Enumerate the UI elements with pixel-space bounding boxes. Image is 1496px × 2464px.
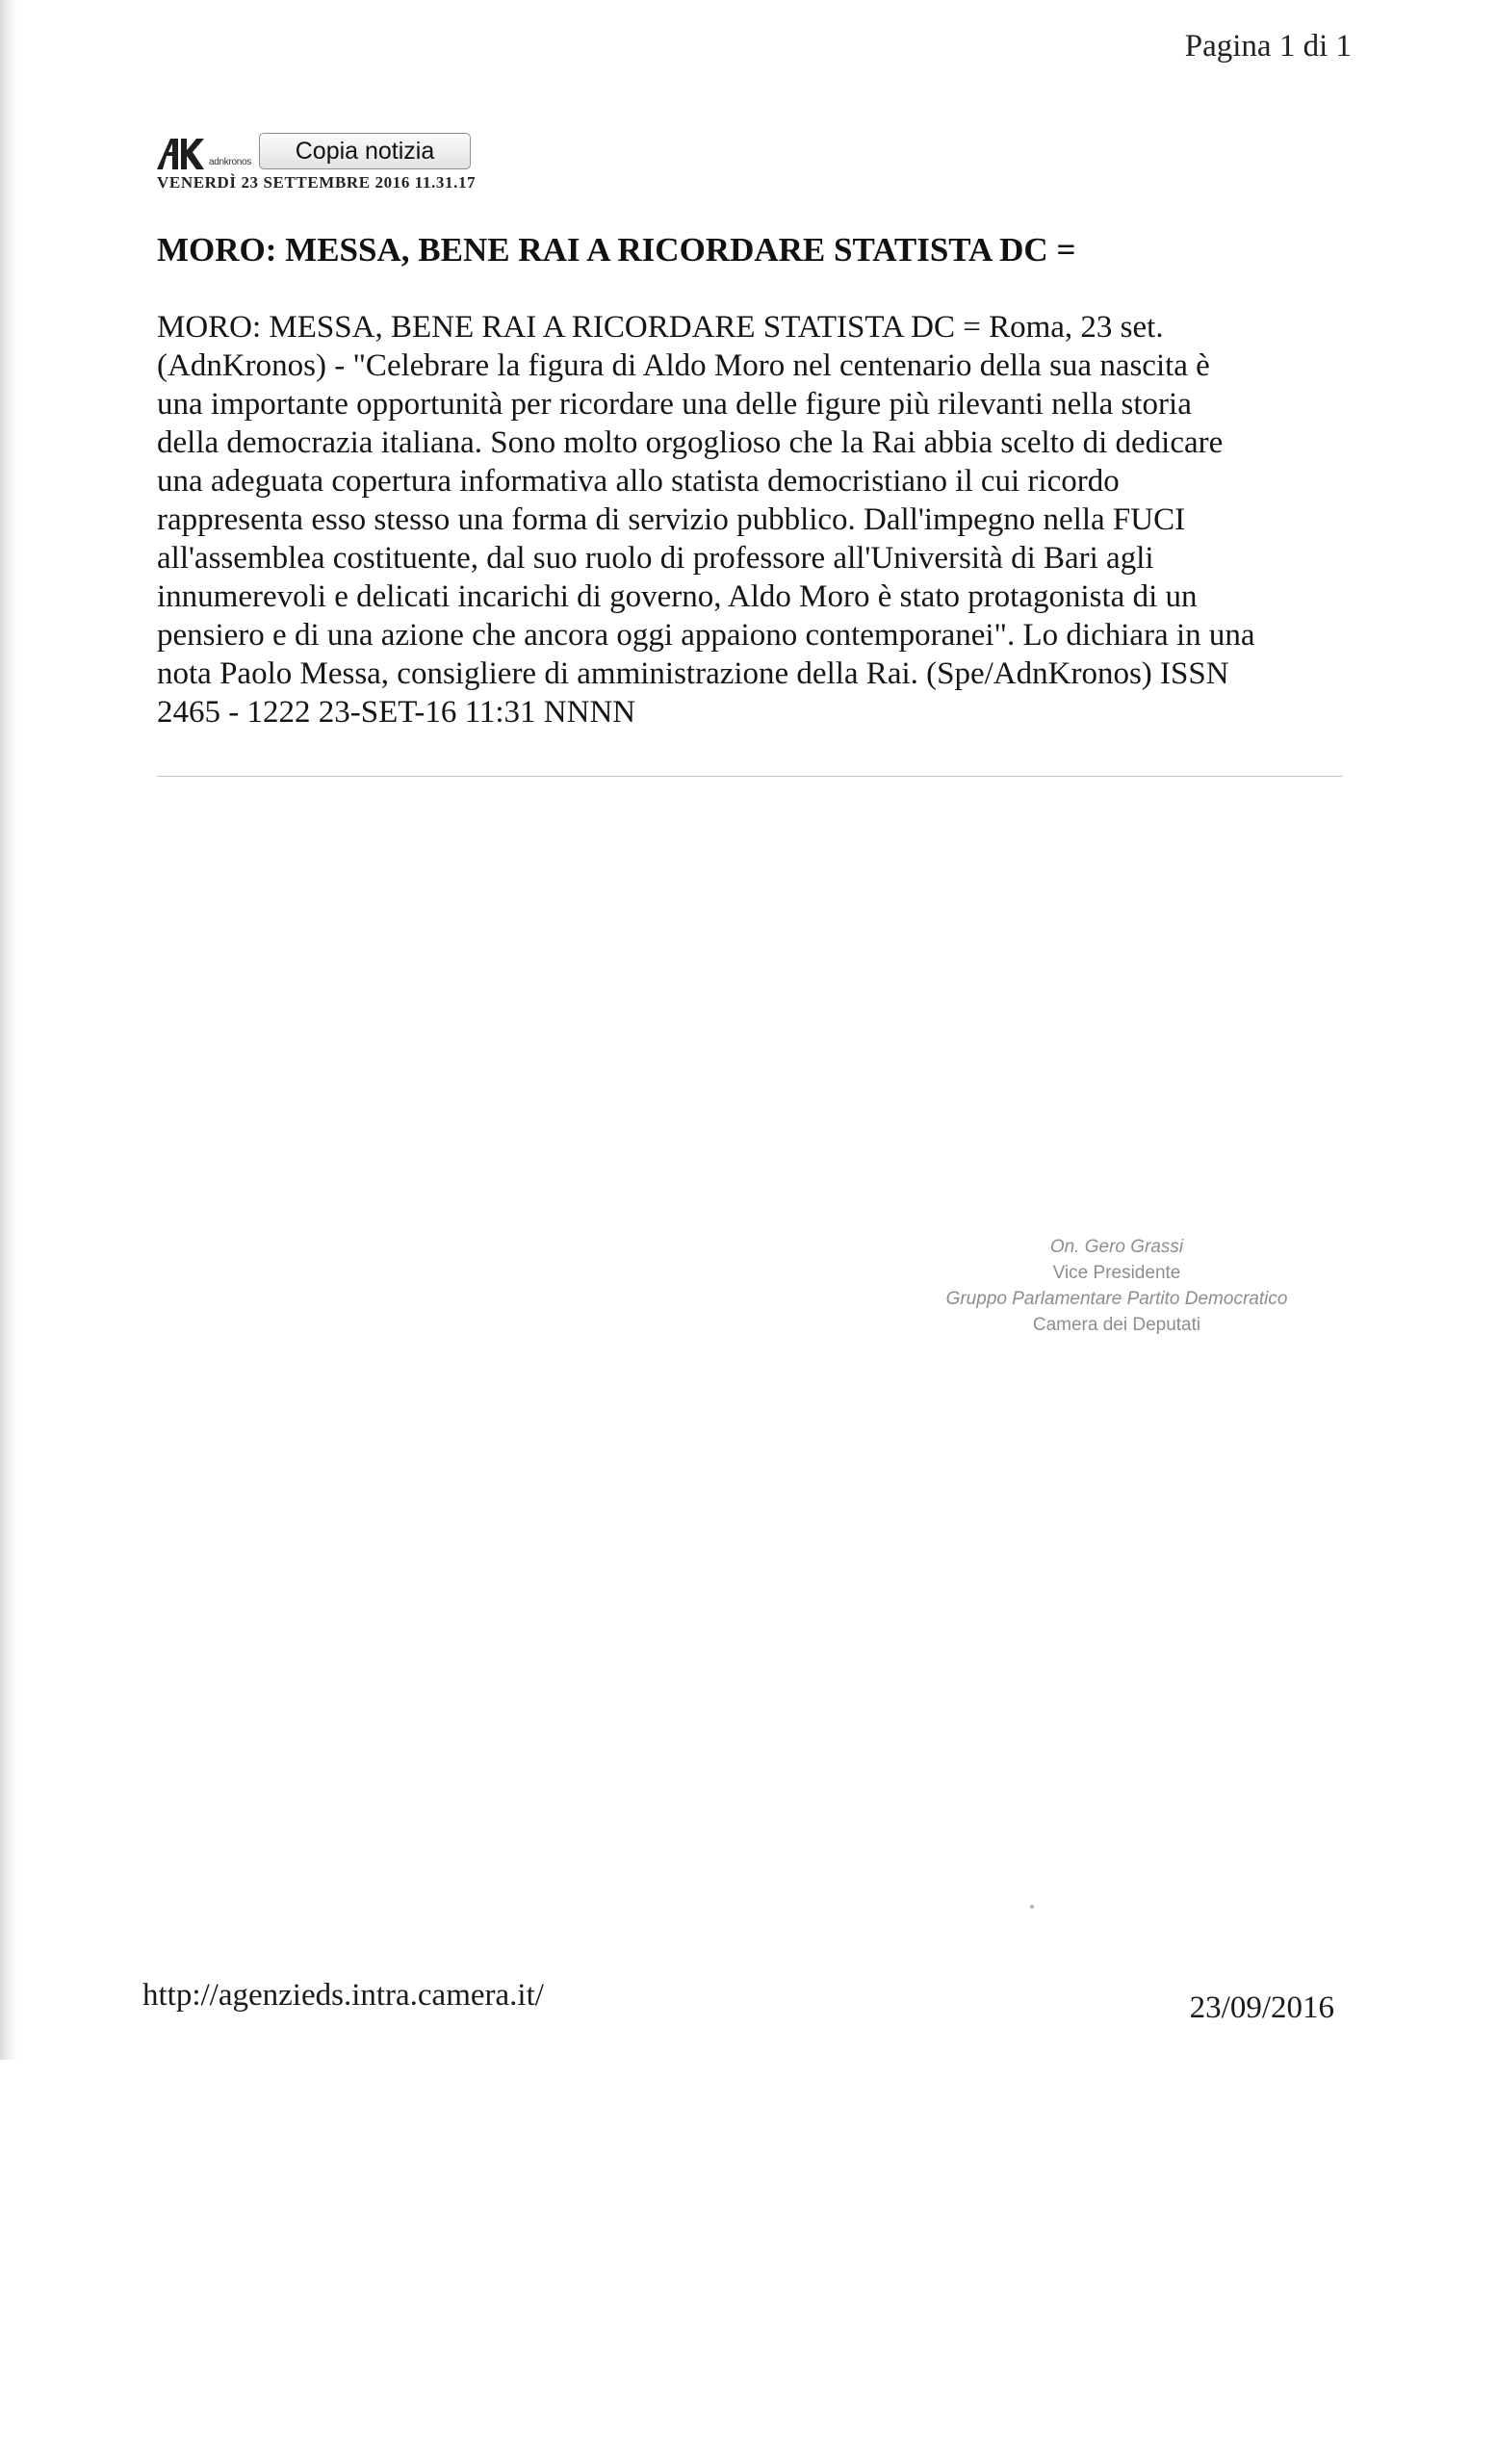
header-row: [157, 123, 471, 169]
news-headline: MORO: MESSA, BENE RAI A RICORDARE STATISTA DC =: [157, 231, 1076, 269]
article-line: all'assemblea costituente, dal suo ruolo di professore all'Università di Bari agli: [157, 541, 1154, 576]
article-line: MORO: MESSA, BENE RAI A RICORDARE STATISTA DC = Roma, 23 set.: [157, 310, 1164, 345]
stamp-group: Gruppo Parlamentare Partito Democratico: [945, 1289, 1288, 1309]
article-line: pensiero e di una azione che ancora oggi appaiono contemporanei". Lo dichiara in una: [157, 618, 1255, 653]
stamp-name: On. Gero Grassi: [1049, 1237, 1184, 1257]
stamp-chamber: Camera dei Deputati: [1032, 1315, 1201, 1335]
footer-url: http://agenzieds.intra.camera.it/: [142, 1978, 544, 2013]
article-body: [157, 308, 1355, 732]
article-line: della democrazia italiana. Sono molto orgoglioso che la Rai abbia scelto di dedicare: [157, 425, 1224, 460]
adnkronos-logo-icon: [157, 135, 207, 169]
article-line: innumerevoli e delicati incarichi di governo, Aldo Moro è stato protagonista di un: [157, 579, 1198, 614]
article-line: una importante opportunità per ricordare una delle figure più rilevanti nella storia: [157, 387, 1192, 422]
separator-rule: [157, 776, 1343, 777]
news-timestamp: VENERDÌ 23 SETTEMBRE 2016 11.31.17: [157, 173, 477, 192]
article-line: una adeguata copertura informativa allo statista democristiano il cui ricordo: [157, 464, 1120, 499]
adnkronos-logo: [157, 131, 251, 169]
copy-news-button[interactable]: Copia notizia: [259, 133, 471, 169]
deputy-stamp: [886, 1234, 1348, 1338]
article-line: (AdnKronos) - "Celebrare la figura di Aldo Moro nel centenario della sua nascita è: [157, 348, 1210, 383]
stamp-role: Vice Presidente: [1052, 1263, 1181, 1283]
scan-speck: [1030, 1905, 1034, 1909]
article-line: rappresenta esso stesso una forma di servizio pubblico. Dall'impegno nella FUCI: [157, 502, 1186, 537]
logo-text: adnkronos: [209, 157, 251, 167]
article-line: 2465 - 1222 23-SET-16 11:31 NNNN: [157, 695, 636, 730]
article-line: nota Paolo Messa, consigliere di amministrazione della Rai. (Spe/AdnKronos) ISSN: [157, 656, 1229, 691]
page-counter: Pagina 1 di 1: [1184, 29, 1352, 64]
footer-date: 23/09/2016: [1189, 1990, 1334, 2025]
scan-edge-shadow: [0, 0, 17, 2060]
